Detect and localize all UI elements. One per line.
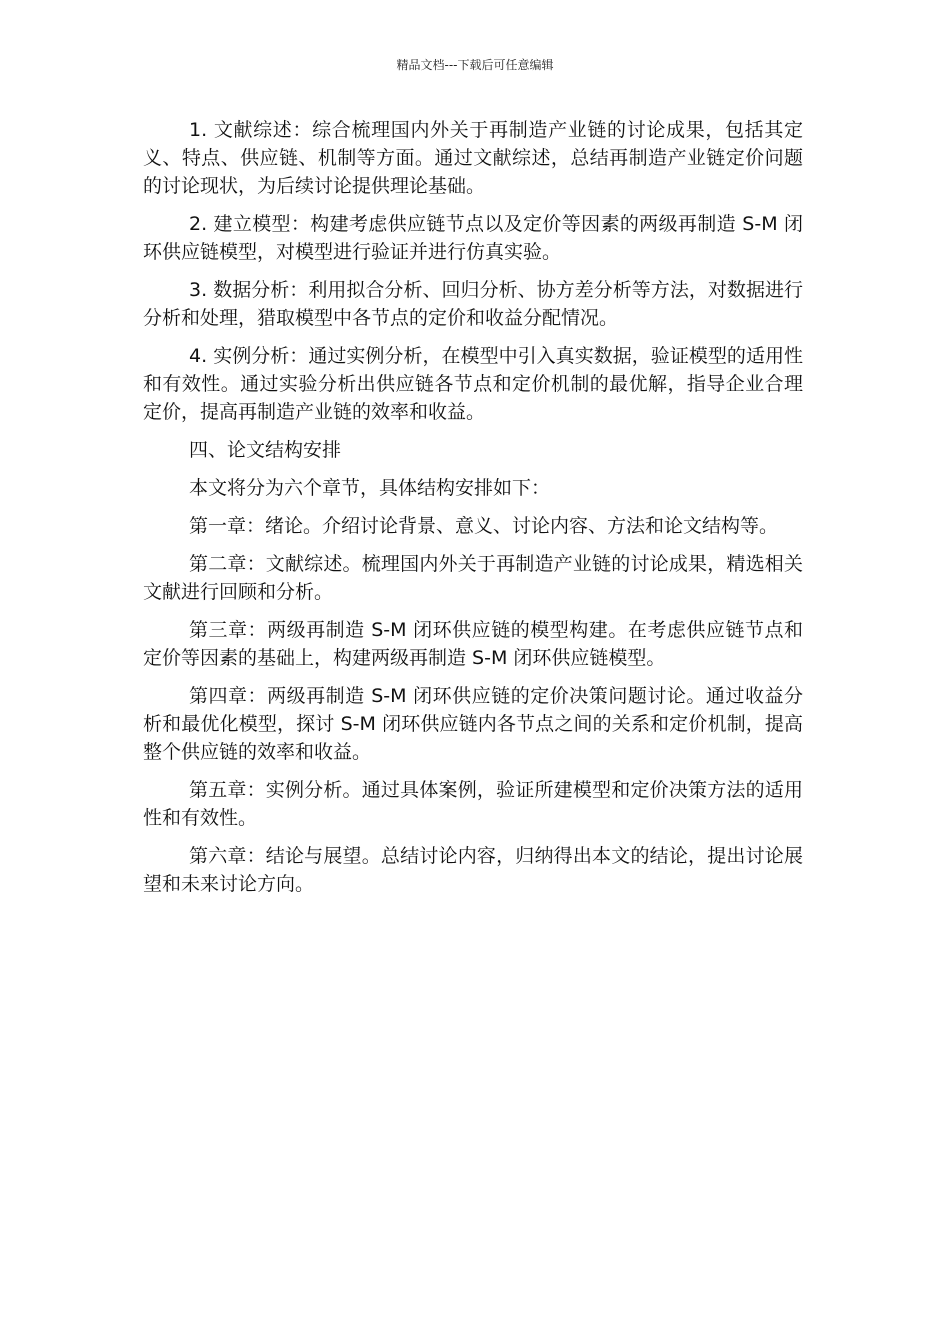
paragraph-chapter-5: 第五章：实例分析。通过具体案例，验证所建模型和定价决策方法的适用性和有效性。 [143,779,803,829]
paragraph-chapter-2: 第二章：文献综述。梳理国内外关于再制造产业链的讨论成果，精选相关文献进行回顾和分析。 [143,553,803,603]
paragraph-chapter-6: 第六章：结论与展望。总结讨论内容，归纳得出本文的结论，提出讨论展望和未来讨论方向。 [143,845,803,895]
page-header: 精品文档---下载后可任意编辑 [396,58,554,72]
paragraph-chapter-4: 第四章：两级再制造 S-M 闭环供应链的定价决策问题讨论。通过收益分析和最优化模型，探讨 S-M 闭环供应链内各节点之间的关系和定价机制，提高整个供应链的效率和收益。 [143,685,803,763]
paragraph-model-building: 2. 建立模型：构建考虑供应链节点以及定价等因素的两级再制造 S-M 闭环供应链模型，对模型进行验证并进行仿真实验。 [143,213,803,263]
paragraph-structure-intro: 本文将分为六个章节，具体结构安排如下： [189,477,551,499]
paragraph-chapter-1: 第一章：绪论。介绍讨论背景、意义、讨论内容、方法和论文结构等。 [189,515,779,537]
paragraph-case-analysis: 4. 实例分析：通过实例分析，在模型中引入真实数据，验证模型的适用性和有效性。通过实验分析出供应链各节点和定价机制的最优解，指导企业合理定价，提高再制造产业链的效率和收益。 [143,345,803,423]
paragraph-literature-review: 1. 文献综述：综合梳理国内外关于再制造产业链的讨论成果，包括其定义、特点、供应链、机制等方面。通过文献综述，总结再制造产业链定价问题的讨论现状，为后续讨论提供理论基础。 [143,119,803,197]
paragraph-chapter-3: 第三章：两级再制造 S-M 闭环供应链的模型构建。在考虑供应链节点和定价等因素的基础上，构建两级再制造 S-M 闭环供应链模型。 [143,619,803,669]
paragraph-data-analysis: 3. 数据分析：利用拟合分析、回归分析、协方差分析等方法，对数据进行分析和处理，猎取模型中各节点的定价和收益分配情况。 [143,279,803,329]
section-heading: 四、论文结构安排 [189,439,342,461]
document-body [143,116,803,908]
